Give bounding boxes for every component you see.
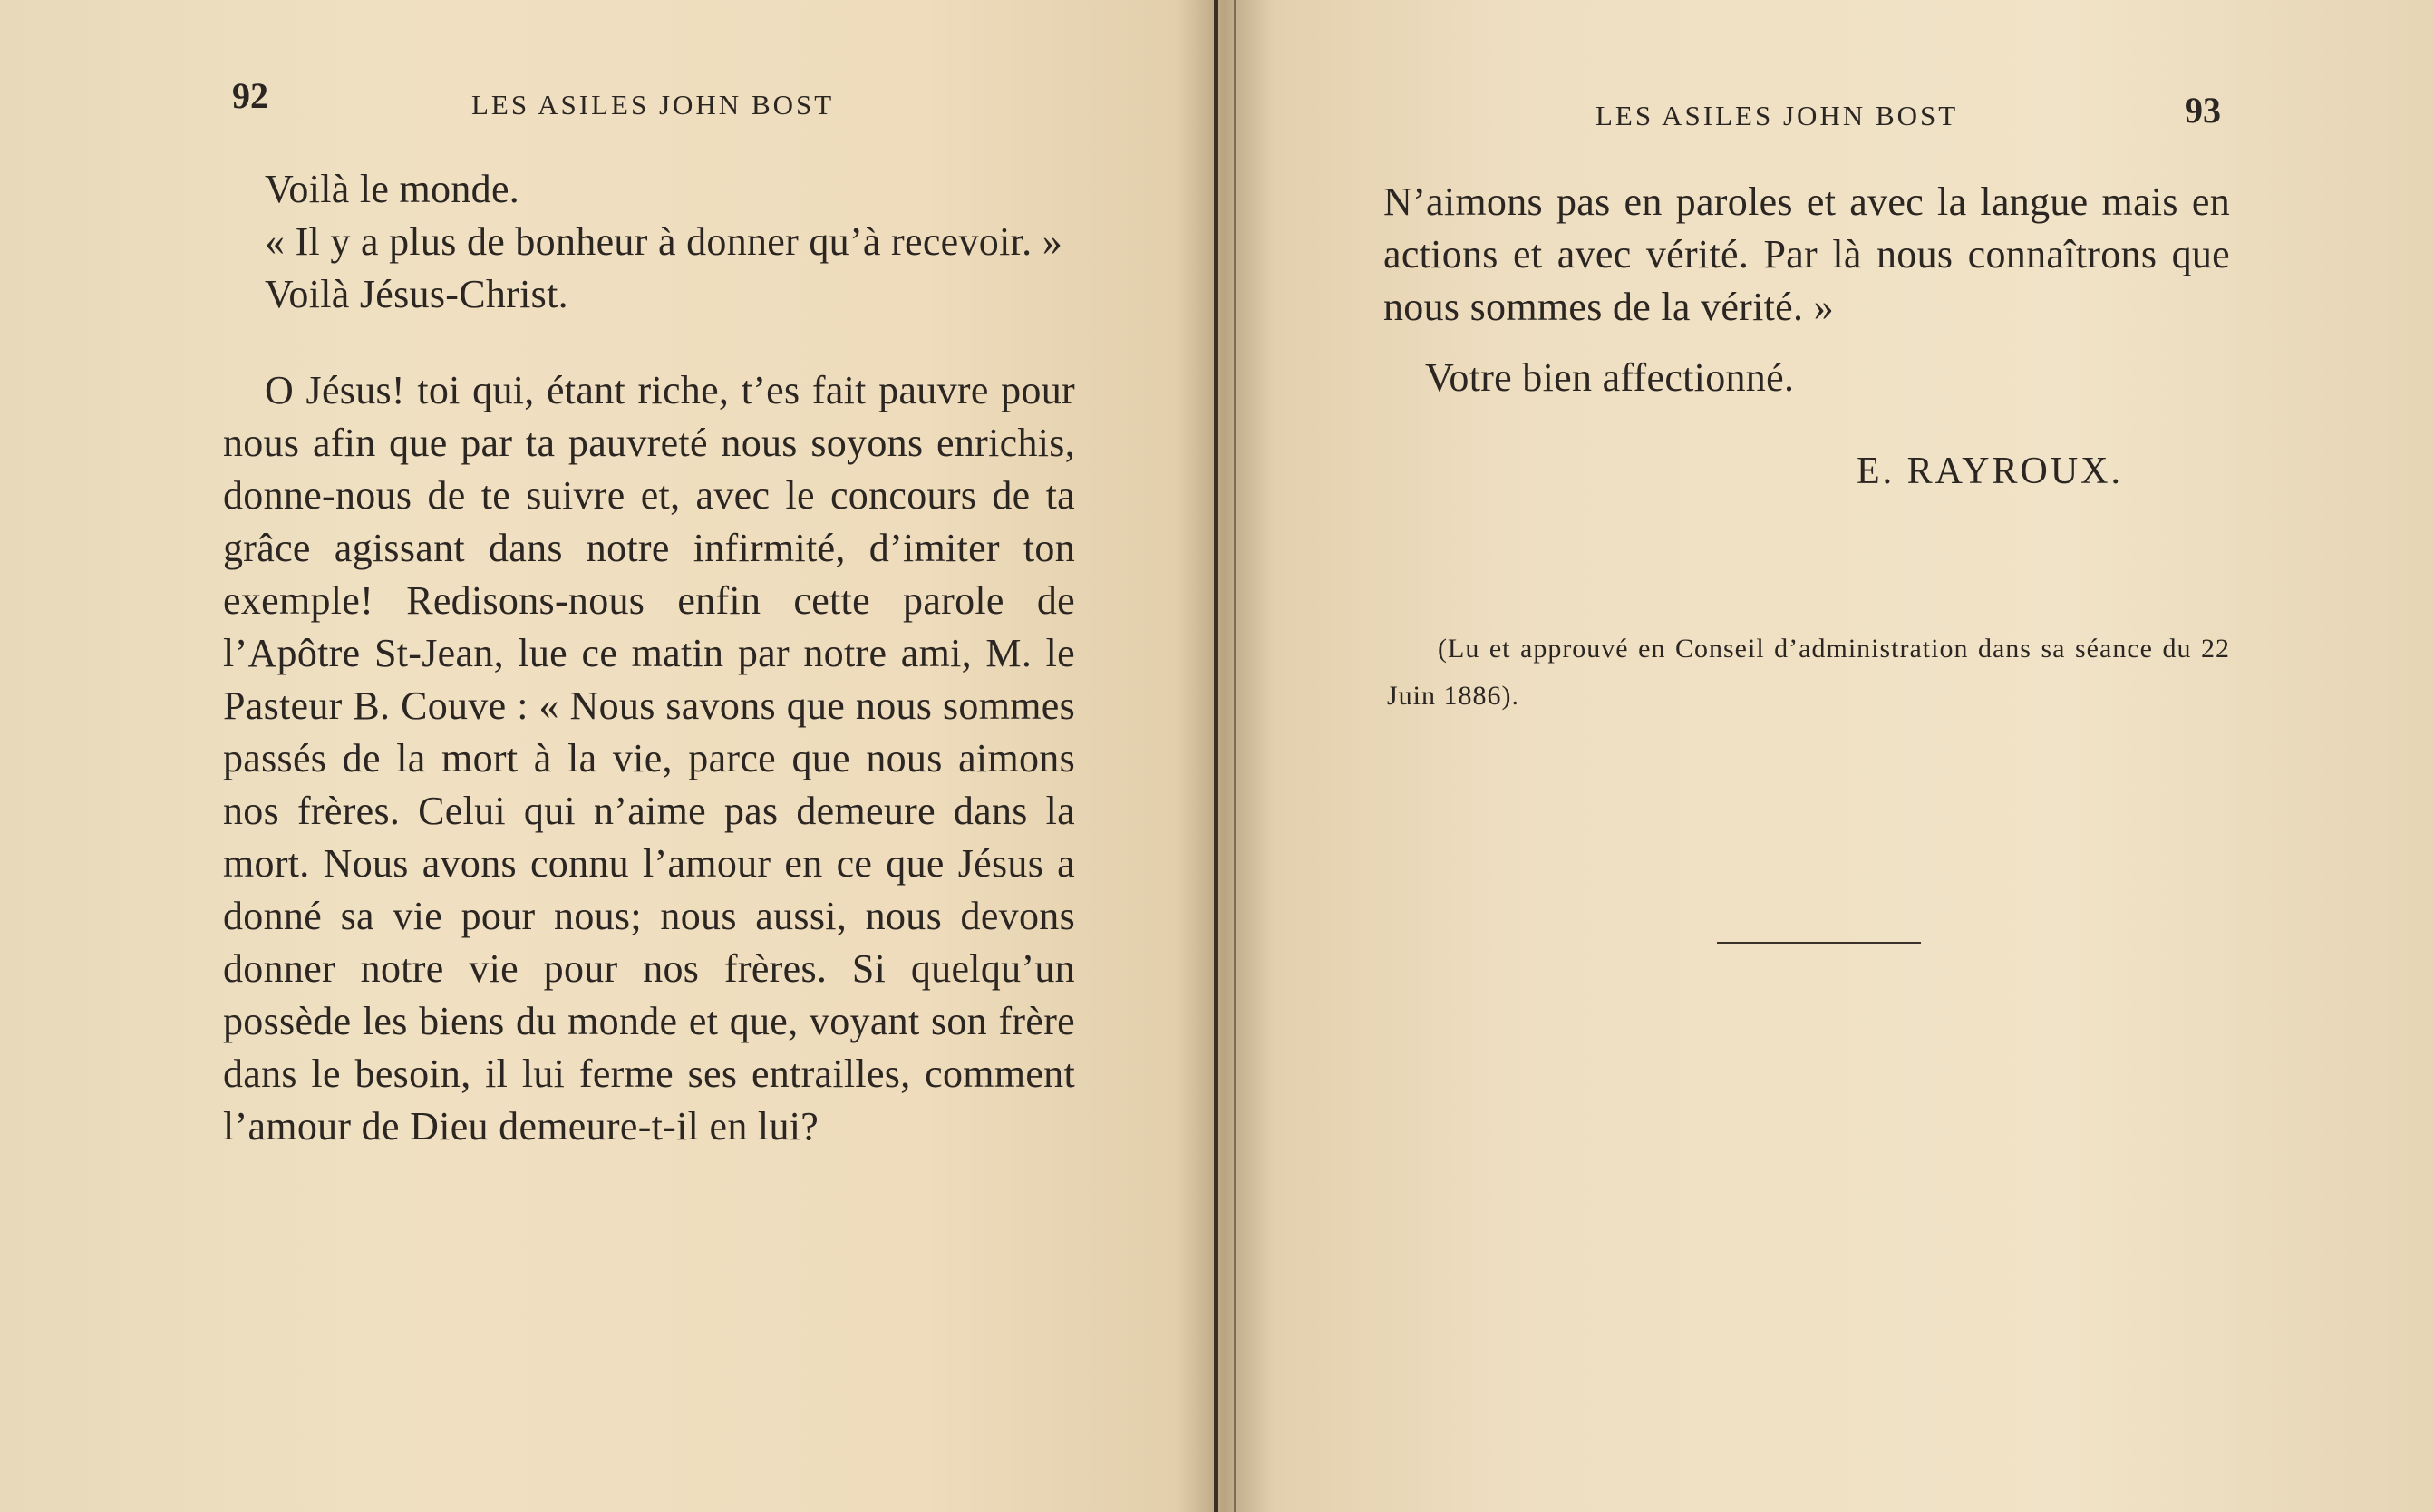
paragraph-gap (223, 321, 1075, 364)
signature: E. RAYROUX. (1857, 451, 2123, 492)
paragraph: Voilà le monde. (265, 167, 520, 211)
paragraph: Voilà Jésus-Christ. (265, 272, 568, 316)
paragraph: « Il y a plus de bonheur à donner qu’à recevoir. » (265, 219, 1063, 264)
page-number-left: 92 (232, 75, 268, 116)
running-head-right: LES ASILES JOHN BOST (1595, 100, 1959, 131)
right-page-text (1383, 176, 2230, 404)
page-number-right: 93 (2185, 90, 2221, 131)
paragraph: N’aimons pas en paroles et avec la langue mais en actions et avec vérité. Par là nous connaîtrons que nous sommes de la vérité. » (1383, 179, 2230, 329)
approval-note: (Lu et approuvé en Conseil d’administration dans sa séance du 22 Juin 1886). (1387, 634, 2230, 711)
right-page (1226, 0, 2434, 1512)
closing-rule (1717, 942, 1921, 944)
paragraph: Votre bien affectionné. (1425, 355, 1795, 400)
running-head-left: LES ASILES JOHN BOST (471, 89, 835, 121)
paragraph: O Jésus! toi qui, étant riche, t’es fait pauvre pour nous afin que par ta pauvreté nous soyons enrichis, donne-nous de te suivre et, avec le concours de ta grâce agissant dans notre infirmité, d’imiter ton exemple! Redisons-nous enfin cette parole de l’Apôtre St-Jean, lue ce matin par notre ami, M. le Pasteur B. Couve : « Nous savons que nous sommes passés de la mort à la vie, parce que nous aimons nos frères. Celui qui n’aime pas demeure dans la mort. Nous avons connu l’amour en ce que Jésus a donné sa vie pour nous; nous aussi, nous devons donner notre vie pour nos frères. Si quelqu’un possède les biens du monde et que, voyant son frère dans le besoin, il lui ferme ses entrailles, comment l’amour de Dieu demeure-t-il en lui? (223, 368, 1075, 1149)
gutter-shadow (1214, 0, 1218, 1512)
gutter-edge (1234, 0, 1236, 1512)
left-page-text (223, 163, 1075, 1153)
